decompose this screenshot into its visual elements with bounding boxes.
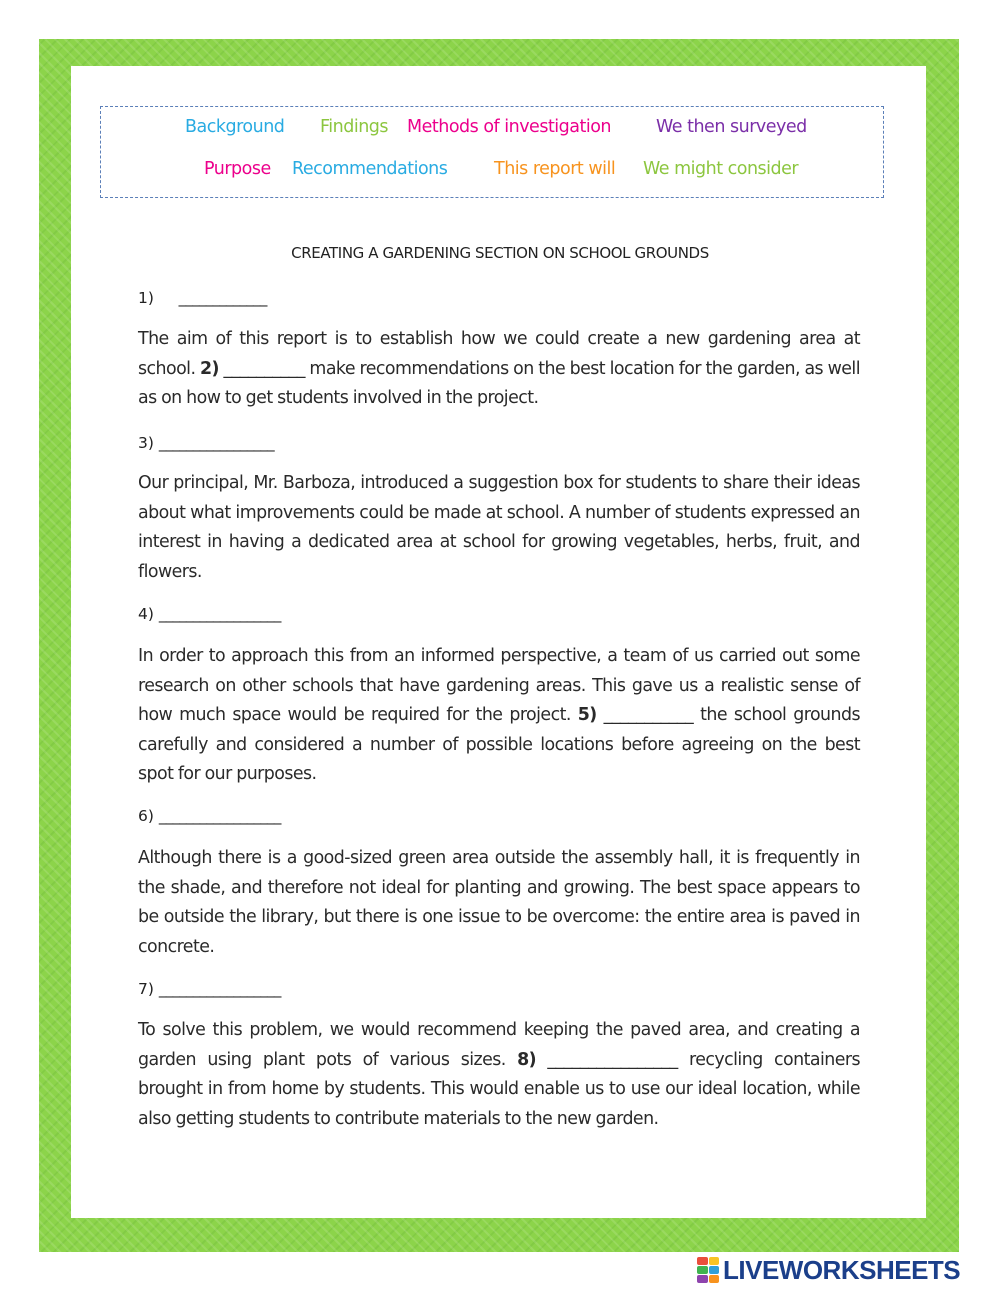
- liveworksheets-icon: [697, 1257, 719, 1283]
- paragraph-purpose: [138, 325, 860, 414]
- paragraph-text[interactable]: __________ make recommendations on the best location for the garden, as well as on how to get students involved in the project.: [138, 358, 860, 408]
- paragraph-text: The aim of this report is to establish how we could create a new gardening area at school.: [138, 329, 860, 379]
- word-bank-item[interactable]: Recommendations: [292, 159, 448, 179]
- section-number: 1): [138, 289, 154, 307]
- section-heading-3: [138, 434, 274, 452]
- answer-blank[interactable]: _________________: [158, 434, 274, 452]
- section-number: 3): [138, 434, 154, 452]
- word-bank-item[interactable]: We might consider: [643, 159, 799, 179]
- answer-blank[interactable]: __________________: [158, 605, 281, 623]
- paragraph-text: In order to approach this from an informed perspective, a team of us carried out some research on other schools that have gardening areas. This gave us a realistic sense of how much space would be required for the project.: [138, 646, 860, 725]
- section-number: 7): [138, 980, 154, 998]
- word-bank-item[interactable]: Methods of investigation: [407, 117, 612, 137]
- paragraph-text[interactable]: ________________ recycling containers brought in from home by students. This would enable us to use our ideal location, while also getting students to contribute materials to the new garden.: [138, 1049, 860, 1129]
- paragraph-recommendations: [138, 1016, 860, 1134]
- paragraph-methods: [138, 642, 860, 790]
- page-title: CREATING A GARDENING SECTION ON SCHOOL GROUNDS: [291, 244, 709, 262]
- blank-number: 2): [199, 358, 219, 379]
- answer-blank[interactable]: __________________: [158, 807, 281, 825]
- paragraph-text[interactable]: ___________ the school grounds carefully and considered a number of possible locations before agreeing on the best spot for our purposes.: [138, 705, 860, 784]
- paragraph-background: [138, 469, 860, 587]
- liveworksheets-logo[interactable]: [697, 1255, 960, 1285]
- word-bank-item[interactable]: Background: [185, 117, 285, 137]
- answer-blank[interactable]: _____________: [178, 289, 267, 307]
- section-number: 4): [138, 605, 154, 623]
- paragraph-text: Our principal, Mr. Barboza, introduced a suggestion box for students to share their ideas about what improvements could be made at school. A number of students expressed an interest in having a dedicated area at school for growing vegetables, herbs, fruit, and flowers.: [138, 473, 860, 582]
- paragraph-findings: [138, 844, 860, 962]
- paragraph-text: Although there is a good-sized green area outside the assembly hall, it is frequently in the shade, and therefore not ideal for planting and growing. The best space appears to be outside the library, but there is one issue to be overcome: the entire area is paved in concrete.: [138, 848, 860, 957]
- word-bank: [100, 106, 884, 198]
- word-bank-item[interactable]: Purpose: [204, 159, 271, 179]
- blank-number: 8): [517, 1049, 537, 1070]
- brand-name: LIVEWORKSHEETS: [723, 1254, 961, 1285]
- word-bank-item[interactable]: We then surveyed: [656, 117, 807, 137]
- section-heading-1: [138, 289, 266, 307]
- paragraph-text: To solve this problem, we would recommend keeping the paved area, and creating a garden using plant pots of various sizes.: [138, 1020, 860, 1070]
- section-number: 6): [138, 807, 154, 825]
- blank-number: 5): [577, 705, 597, 725]
- answer-blank[interactable]: __________________: [158, 980, 281, 998]
- word-bank-item[interactable]: This report will: [494, 159, 616, 179]
- section-heading-4: [138, 605, 280, 623]
- word-bank-item[interactable]: Findings: [320, 117, 389, 137]
- section-heading-6: [138, 807, 280, 825]
- section-heading-7: [138, 980, 280, 998]
